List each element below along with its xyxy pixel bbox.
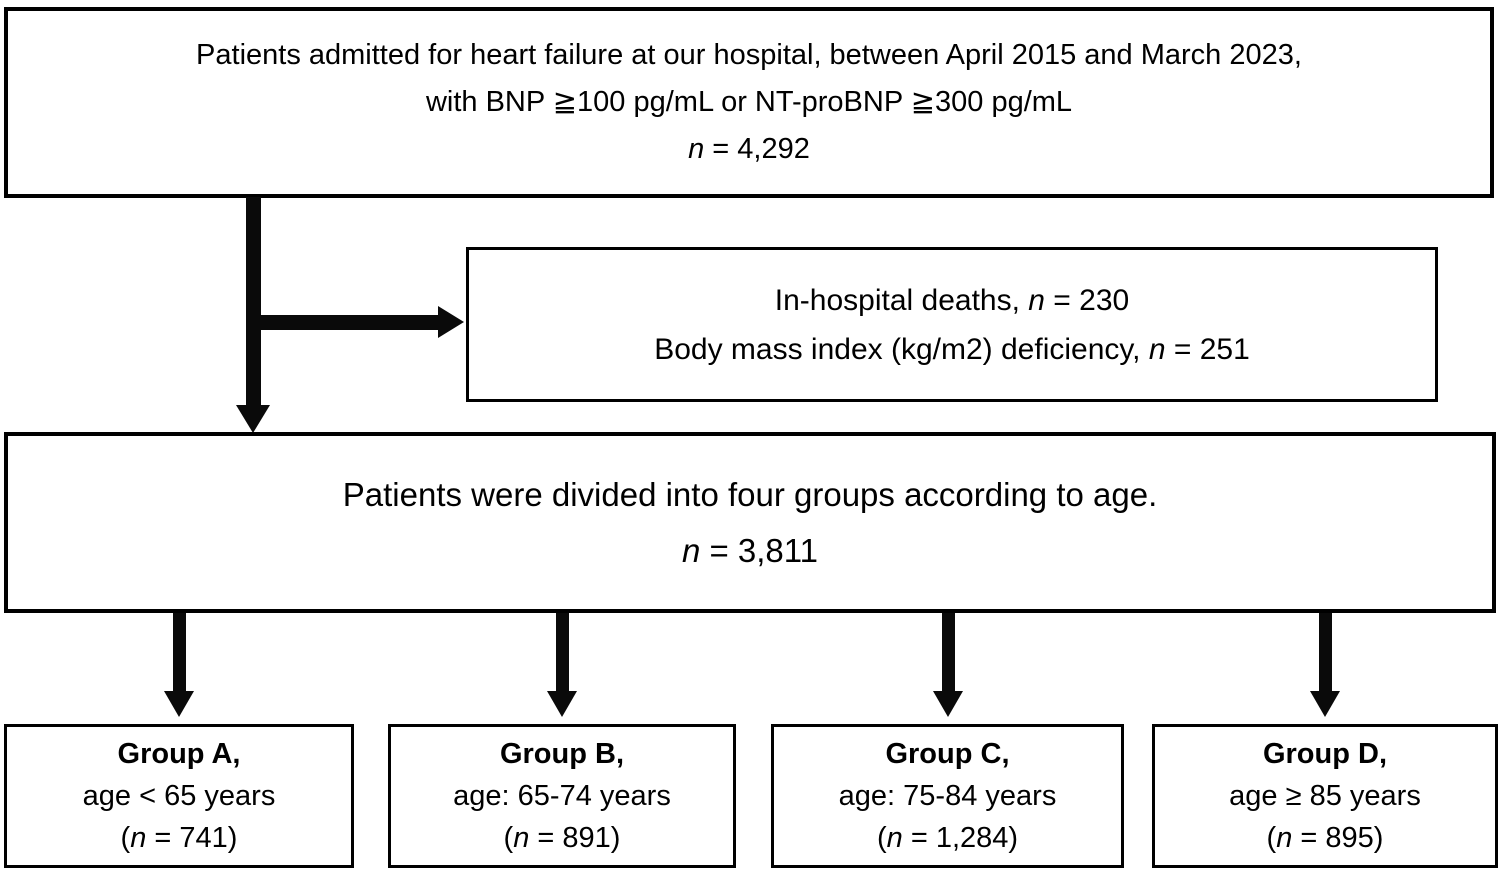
n-symbol: n: [1148, 332, 1166, 366]
group-b-arrow-line: [556, 613, 569, 693]
n-symbol: n: [1276, 822, 1293, 854]
n-symbol: n: [688, 133, 705, 165]
group-a-age-range: age < 65 years: [82, 780, 276, 812]
n-value: = 895): [1292, 822, 1384, 854]
group-b-title: Group B,: [499, 738, 625, 770]
exclusion-2-label: Body mass index (kg/m2) deficiency,: [654, 332, 1149, 366]
exclusion-line-2: [654, 325, 1250, 374]
group-d-box: [1152, 724, 1498, 868]
group-a-arrowhead-icon: [164, 691, 194, 717]
source-population-count: [688, 126, 810, 173]
paren: (: [1266, 822, 1277, 854]
group-c-age-range: age: 75-84 years: [838, 780, 1057, 812]
n-symbol: n: [886, 822, 903, 854]
group-d-count: [1267, 817, 1384, 859]
n-value: = 1,284): [902, 822, 1019, 854]
group-d-title: Group D,: [1262, 738, 1388, 770]
n-value: = 741): [146, 822, 238, 854]
group-c-arrow-line: [942, 613, 955, 693]
main-flow-arrow-line: [246, 197, 261, 409]
group-a-box: [4, 724, 354, 868]
group-d-arrow-line: [1319, 613, 1332, 693]
group-b-age-range: age: 65-74 years: [453, 780, 671, 812]
group-d-arrowhead-icon: [1310, 691, 1340, 717]
exclusion-line-1: [775, 276, 1129, 325]
group-c-arrowhead-icon: [933, 691, 963, 717]
group-b-box: [388, 724, 736, 868]
exclusion-box: [466, 247, 1438, 402]
n-symbol: n: [130, 822, 147, 854]
group-a-arrow-line: [173, 613, 186, 693]
source-population-line-2: with BNP ≧100 pg/mL or NT-proBNP ≧300 pg/mL: [425, 86, 1073, 118]
group-c-count: [877, 817, 1018, 859]
group-b-arrowhead-icon: [547, 691, 577, 717]
exclusion-1-label: In-hospital deaths,: [774, 283, 1029, 317]
n-value: = 251: [1165, 332, 1250, 366]
source-population-line-1: Patients admitted for heart failure at our hospital, between April 2015 and March 2023,: [196, 39, 1302, 71]
main-flow-arrowhead-icon: [236, 405, 270, 433]
group-c-box: [771, 724, 1124, 868]
division-box: [4, 432, 1496, 613]
paren: (: [120, 822, 131, 854]
n-value: = 891): [529, 822, 621, 854]
group-d-age-range: age ≥ 85 years: [1229, 780, 1421, 812]
n-value: = 4,292: [704, 133, 810, 165]
source-population-box: [4, 7, 1494, 198]
group-c-title: Group C,: [885, 738, 1010, 770]
group-a-title: Group A,: [117, 738, 241, 770]
n-value: = 230: [1044, 283, 1130, 317]
group-a-count: [121, 817, 238, 859]
exclusion-branch-arrow-line: [253, 315, 438, 330]
n-symbol: n: [1028, 283, 1045, 317]
paren: (: [876, 822, 887, 854]
n-symbol: n: [681, 531, 701, 569]
paren: (: [503, 822, 514, 854]
exclusion-branch-arrowhead-icon: [438, 306, 464, 338]
group-b-count: [504, 817, 621, 859]
n-value: = 3,811: [700, 531, 819, 569]
n-symbol: n: [513, 822, 530, 854]
division-count: [682, 523, 818, 579]
division-line-1: Patients were divided into four groups according to age.: [342, 475, 1158, 513]
